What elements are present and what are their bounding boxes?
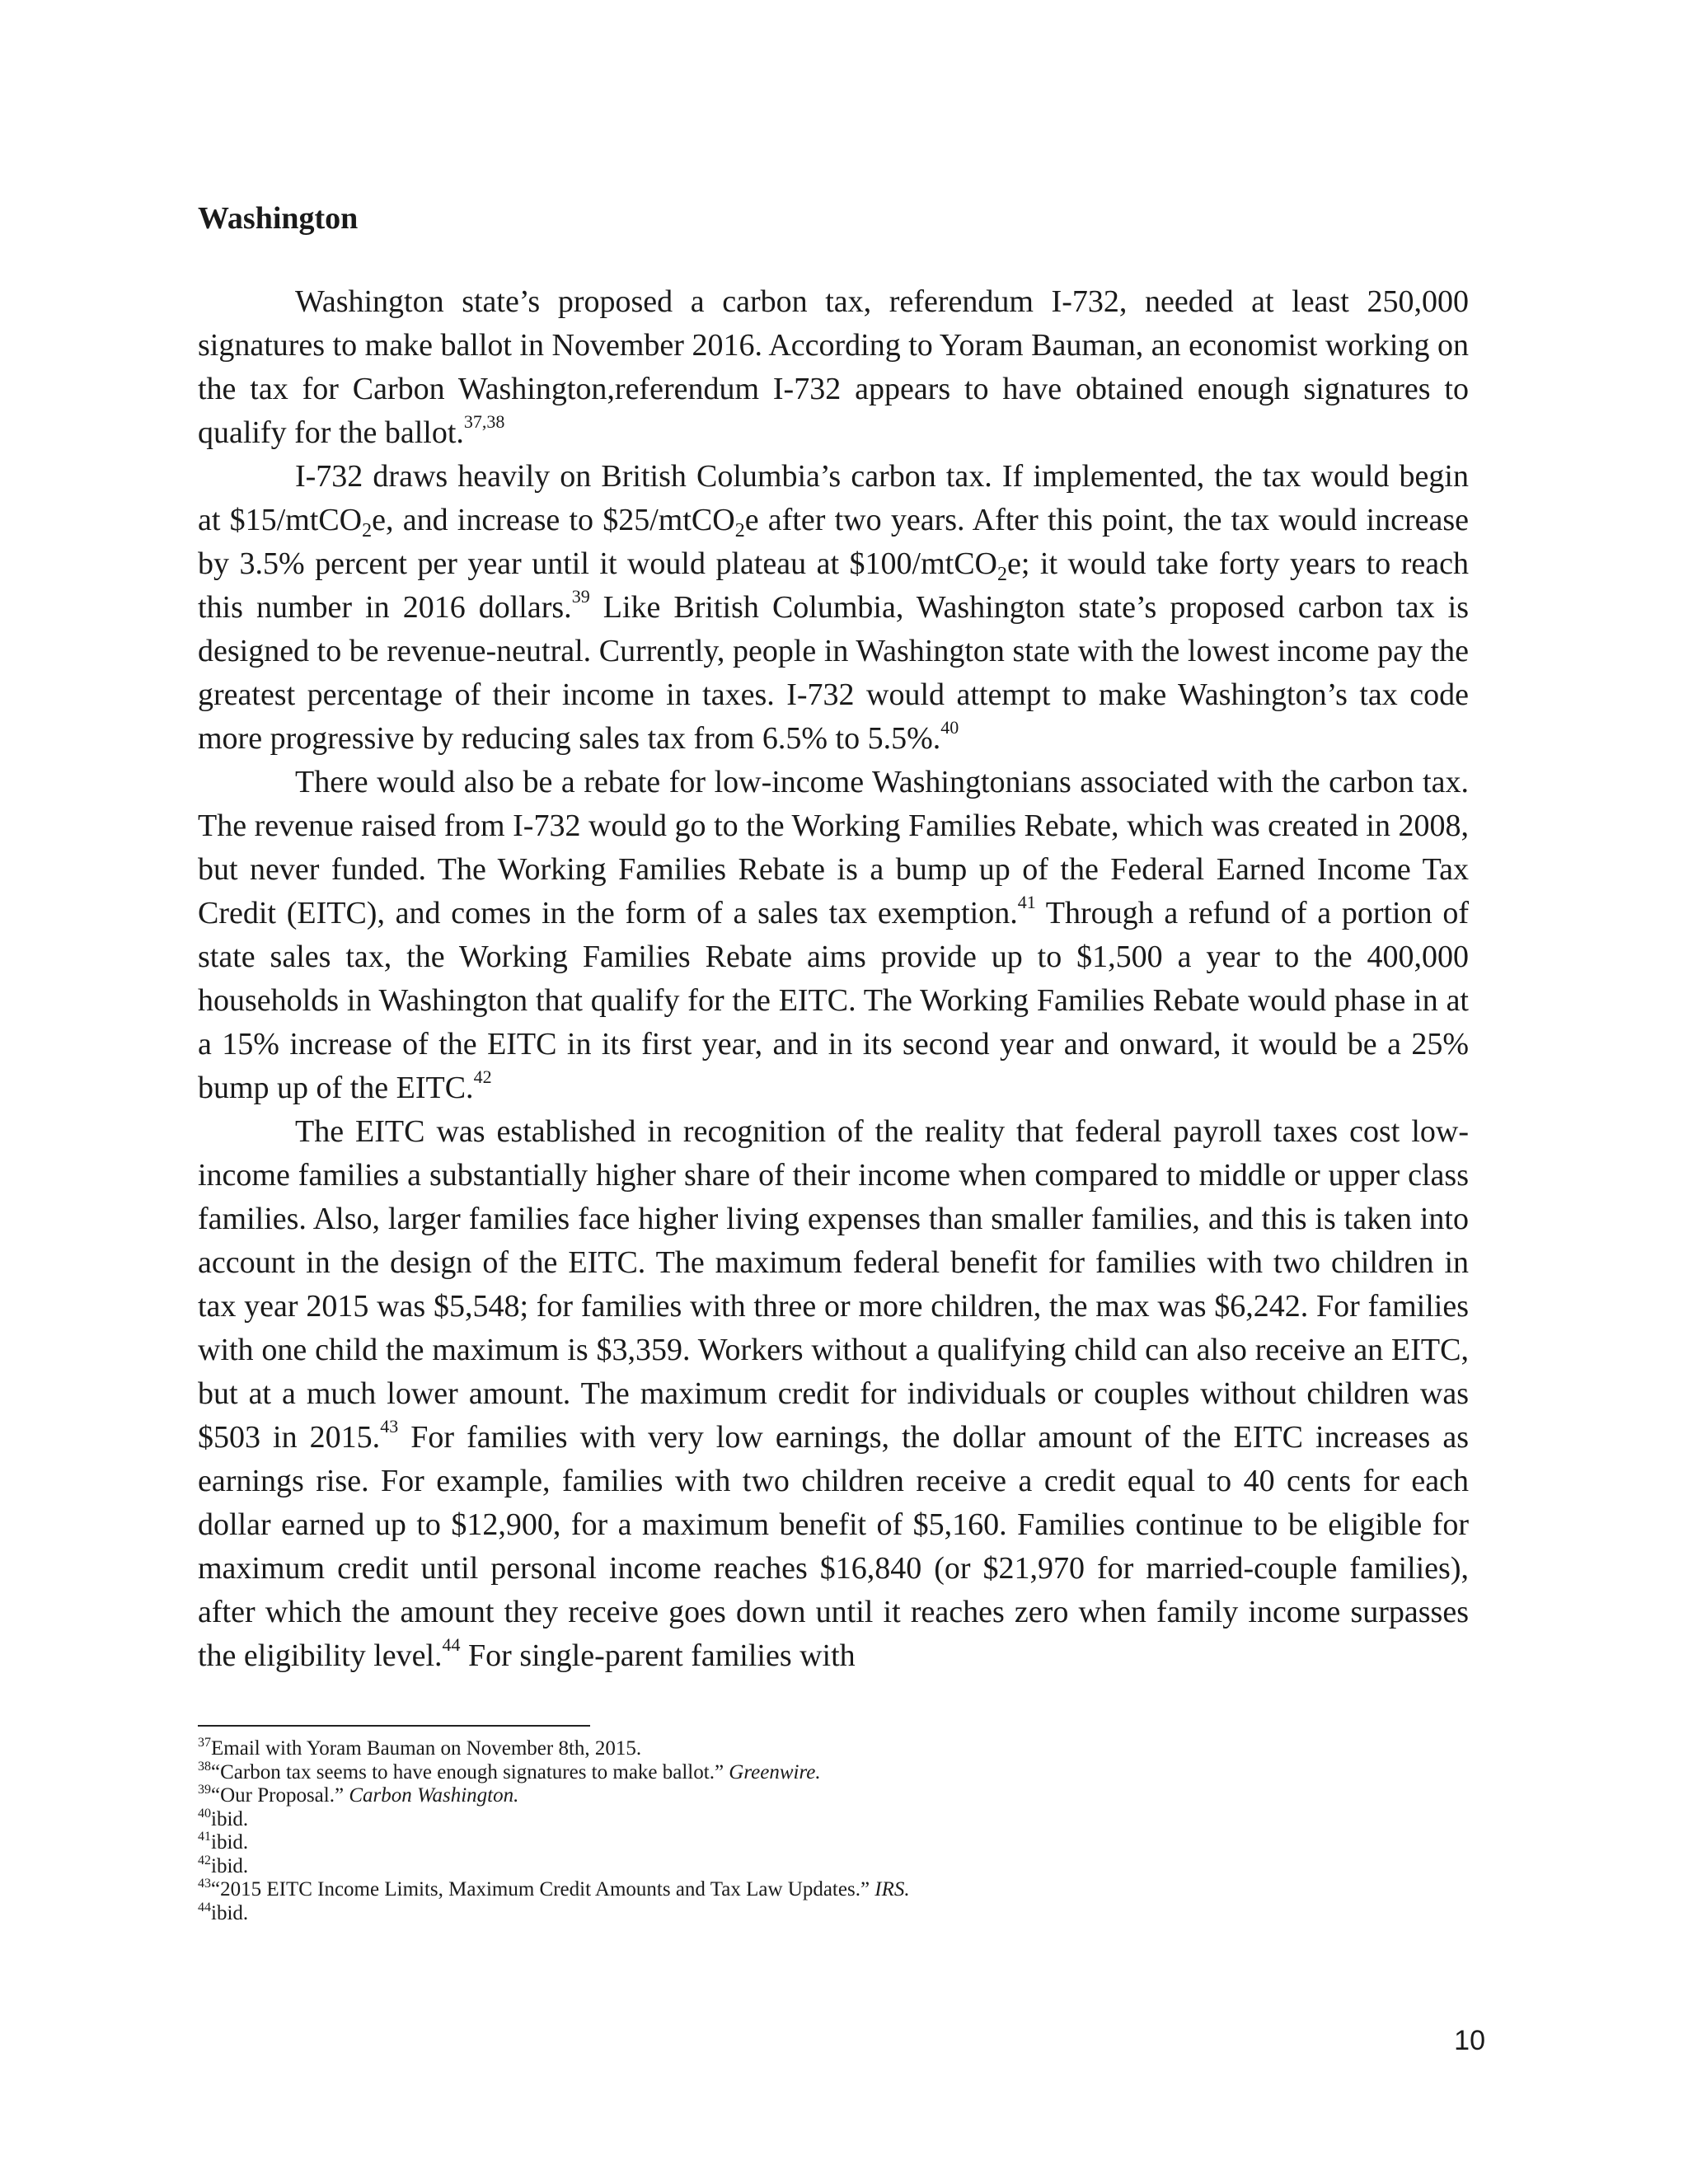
text-run: e after two years. After this point, the tax would increase by 3.5% percent per year until it would plateau at $100/mtCO — [198, 503, 1469, 581]
footnote-separator — [198, 1725, 590, 1727]
footnote — [198, 1761, 1469, 1785]
footnote-text: ibid. — [211, 1807, 249, 1830]
footnotes — [198, 1737, 1469, 1925]
footnote-number: 40 — [198, 1806, 211, 1821]
footnote-number: 44 — [198, 1900, 211, 1915]
footnote-text: Email with Yoram Bauman on November 8th, 2015. — [211, 1737, 642, 1760]
footnote-number: 42 — [198, 1853, 211, 1868]
text-run: Through a refund of a portion of state sales tax, the Working Families Rebate aims provide up to $1,500 a year to the 400,000 households in Washington that qualify for the EITC. The Working Families Rebate would phase in at a 15% increase of the EITC in its first year, and in its second year and onward, it would be a 25% bump up of the EITC. — [198, 896, 1469, 1105]
footnote-ref: 39 — [571, 586, 590, 607]
footnote-text: “2015 EITC Income Limits, Maximum Credit Amounts and Tax Law Updates.” — [211, 1878, 875, 1900]
footnote — [198, 1855, 1469, 1879]
footnote-text: ibid. — [211, 1901, 249, 1924]
footnote-ref: 43 — [380, 1416, 399, 1436]
footnote-ref: 40 — [940, 717, 959, 738]
text-run: I-732 draws heavily on British Columbia’s carbon tax. If implemented, the tax would begin at $15/mtCO — [198, 459, 1469, 537]
text-run: For single-parent families with — [460, 1638, 856, 1673]
section-heading: Washington — [198, 201, 359, 236]
body-paragraph — [198, 455, 1469, 761]
body-paragraph — [198, 761, 1469, 1110]
footnote-number: 39 — [198, 1783, 211, 1797]
subscript: 2 — [734, 520, 745, 541]
footnote-text: ibid. — [211, 1831, 249, 1854]
footnote-number: 43 — [198, 1877, 211, 1891]
footnote-number: 41 — [198, 1830, 211, 1844]
footnote — [198, 1902, 1469, 1926]
text-run: The EITC was established in recognition of the reality that federal payroll taxes cost low-income families a substantially higher share of their income when compared to middle or upper class families. Also, larger families face higher living expenses than smaller families, and this is taken into account in the design of the EITC. The maximum federal benefit for families with two children in tax year 2015 was $5,548; for families with three or more children, the max was $6,242. For families with one child the maximum is $3,359. Workers without a qualifying child can also receive an EITC, but at a much lower amount. The maximum credit for individuals or couples without children was $503 in 2015. — [198, 1114, 1469, 1455]
text-run: For families with very low earnings, the dollar amount of the EITC increases as earnings rise. For example, families with two children receive a credit equal to 40 cents for each dollar earned up to $12,900, for a maximum benefit of $5,160. Families continue to be eligible for maximum credit until personal income reaches $16,840 (or $21,970 for married-couple families), after which the amount they receive goes down until it reaches zero when family income surpasses the eligibility level. — [198, 1420, 1469, 1673]
footnote-source: Greenwire. — [729, 1760, 821, 1783]
body-paragraph — [198, 1110, 1469, 1678]
text-run: Like British Columbia, Washington state’s proposed carbon tax is designed to be revenue-neutral. Currently, people in Washington state with the lowest income pay the greatest percentage of their income in taxes. I-732 would attempt to make Washington’s tax code more progressive by reducing sales tax from 6.5% to 5.5%. — [198, 590, 1469, 756]
subscript: 2 — [362, 520, 373, 541]
footnote-text: “Carbon tax seems to have enough signatures to make ballot.” — [211, 1760, 729, 1783]
body-paragraph — [198, 280, 1469, 455]
footnote — [198, 1737, 1469, 1761]
footnote-source: IRS. — [874, 1878, 910, 1900]
footnote-number: 37 — [198, 1736, 211, 1750]
body-text — [198, 280, 1469, 1678]
text-run: e, and increase to $25/mtCO — [372, 503, 735, 537]
footnote-ref: 37,38 — [463, 411, 505, 432]
footnote — [198, 1808, 1469, 1832]
text-run: e; it would take forty years to reach this number in 2016 dollars. — [198, 546, 1469, 625]
footnote — [198, 1784, 1469, 1808]
footnote-ref: 44 — [442, 1634, 461, 1655]
footnote-text: “Our Proposal.” — [211, 1784, 349, 1807]
page-number: 10 — [1454, 2025, 1485, 2056]
footnote-ref: 41 — [1017, 892, 1036, 912]
text-run: There would also be a rebate for low-income Washingtonians associated with the carbon tax. The revenue raised from I-732 would go to the Working Families Rebate, which was created in 2008, but never funded. The Working Families Rebate is a bump up of the Federal Earned Income Tax Credit (EITC), and comes in the form of a sales tax exemption. — [198, 765, 1469, 930]
footnote-source: Carbon Washington. — [349, 1784, 519, 1807]
footnote-number: 38 — [198, 1759, 211, 1774]
footnote — [198, 1831, 1469, 1855]
text-run: Washington state’s proposed a carbon tax, referendum I-732, needed at least 250,000 signatures to make ballot in November 2016. According to Yoram Bauman, an economist working on the tax for Carbon Washington,referendum I-732 appears to have obtained enough signatures to qualify for the ballot. — [198, 284, 1469, 450]
footnote-ref: 42 — [473, 1066, 492, 1087]
subscript: 2 — [997, 564, 1007, 585]
footnote — [198, 1878, 1469, 1902]
footnote-text: ibid. — [211, 1854, 249, 1877]
